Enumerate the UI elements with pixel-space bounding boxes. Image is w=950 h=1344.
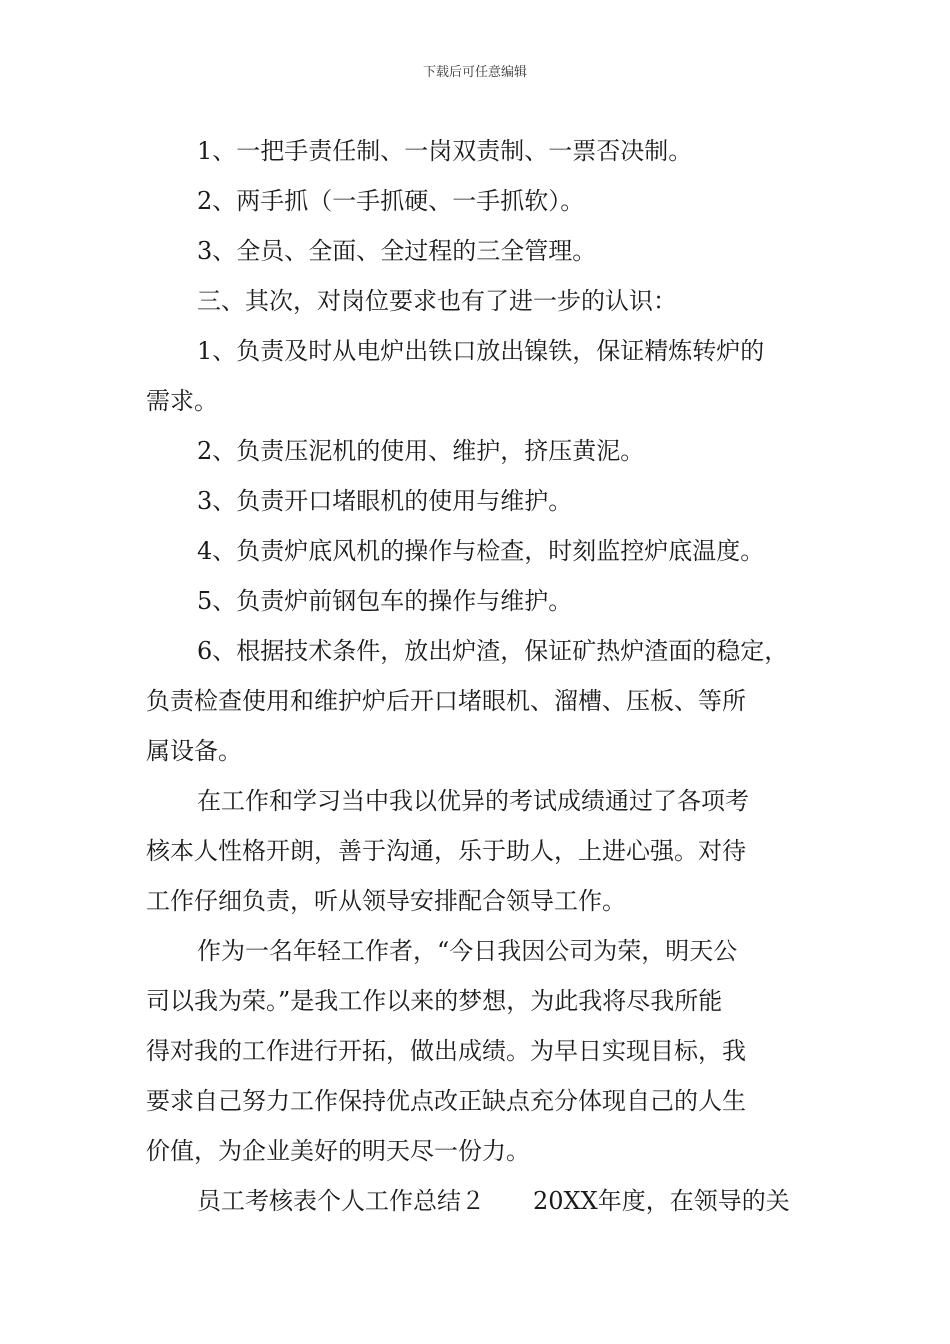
text-line: 需求。	[146, 387, 218, 415]
text-line: 6、根据技术条件，放出炉渣，保证矿热炉渣面的稳定，	[197, 637, 789, 665]
text-line: 在工作和学习当中我以优异的考试成绩通过了各项考	[197, 787, 749, 815]
text-line: 价值，为企业美好的明天尽一份力。	[146, 1137, 530, 1165]
text-line: 作为一名年轻工作者，“今日我因公司为荣，明天公	[197, 937, 738, 965]
text-line: 3、全员、全面、全过程的三全管理。	[197, 237, 597, 265]
text-line: 核本人性格开朗，善于沟通，乐于助人，上进心强。对待	[146, 837, 746, 865]
text-line: 工作仔细负责，听从领导安排配合领导工作。	[146, 887, 626, 915]
text-line: 要求自己努力工作保持优点改正缺点充分体现自己的人生	[146, 1087, 746, 1115]
text-line: 司以我为荣。”是我工作以来的梦想，为此我将尽我所能	[146, 987, 723, 1015]
text-line: 5、负责炉前钢包车的操作与维护。	[197, 587, 573, 615]
text-line: 得对我的工作进行开拓，做出成绩。为早日实现目标，我	[146, 1037, 746, 1065]
page-header: 下载后可任意编辑	[422, 65, 527, 80]
text-line: 4、负责炉底风机的操作与检查，时刻监控炉底温度。	[197, 537, 765, 565]
text-line: 1、负责及时从电炉出铁口放出镍铁，保证精炼转炉的	[197, 337, 765, 365]
text-line: 员工考核表个人工作总结２ 20XX年度，在领导的关	[197, 1187, 790, 1215]
text-line: 1、一把手责任制、一岗双责制、一票否决制。	[197, 137, 693, 165]
text-line: 2、负责压泥机的使用、维护，挤压黄泥。	[197, 437, 645, 465]
text-line: 负责检查使用和维护炉后开口堵眼机、溜槽、压板、等所	[146, 687, 746, 715]
document-body	[146, 126, 822, 1226]
text-line: 属设备。	[146, 737, 242, 765]
text-line: 2、两手抓（一手抓硬、一手抓软）。	[197, 187, 585, 215]
text-line: 三、其次，对岗位要求也有了进一步的认识：	[197, 287, 677, 315]
text-line: 3、负责开口堵眼机的使用与维护。	[197, 487, 573, 515]
